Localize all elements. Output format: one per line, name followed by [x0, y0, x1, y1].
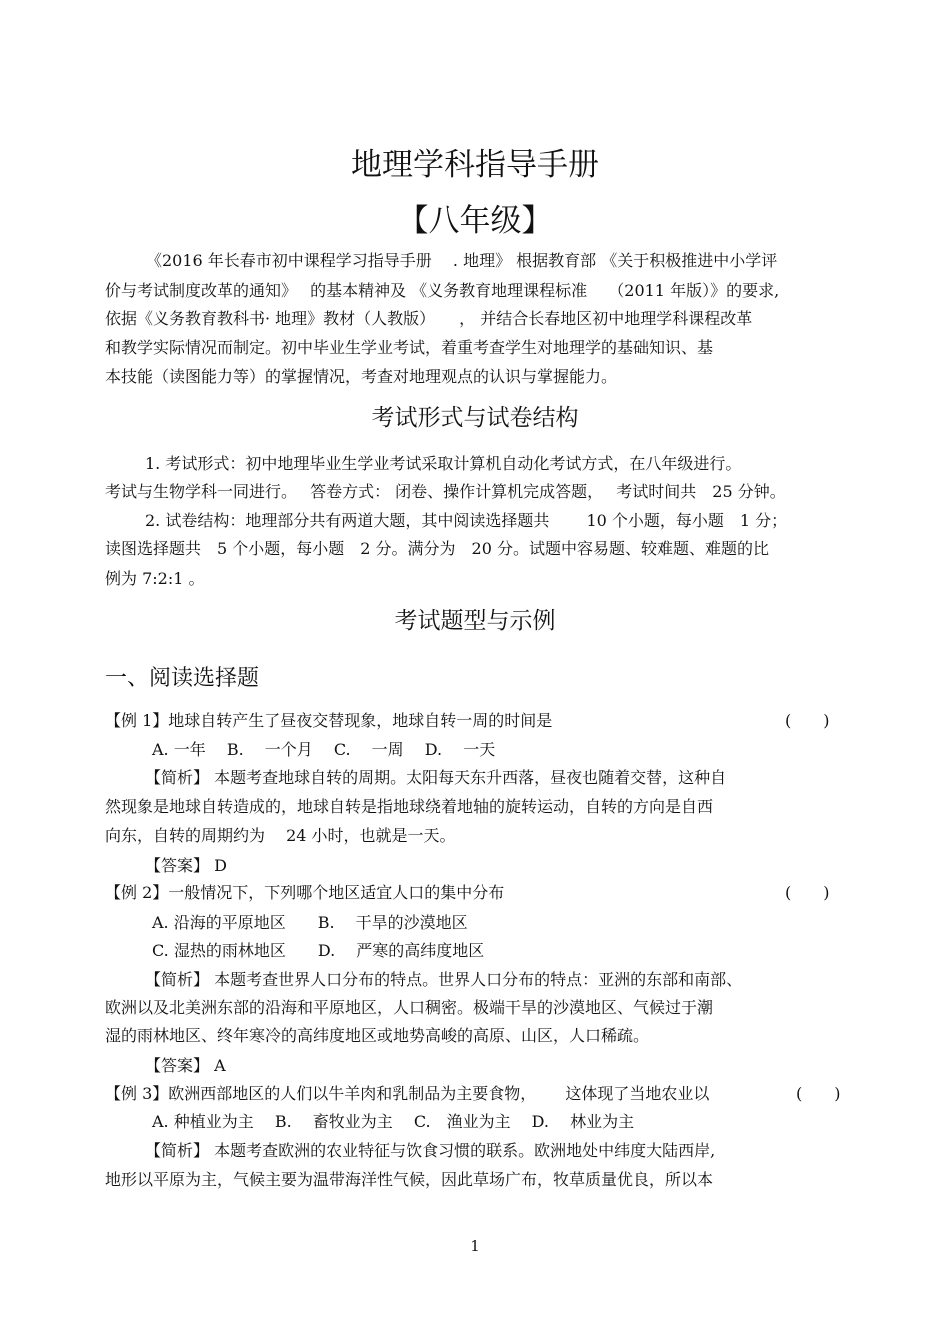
intro-line: 《2016 年长春市初中课程学习指导手册 . 地理》 根据教育部 《关于积极推进中小学评 — [146, 251, 778, 270]
answer-bracket: ( ) — [785, 883, 830, 902]
analysis-line: 【简析】 本题考查欧洲的农业特征与饮食习惯的联系。欧洲地处中纬度大陆西岸, — [145, 1141, 716, 1160]
analysis-line: 【简析】 本题考查世界人口分布的特点。世界人口分布的特点：亚洲的东部和南部、 — [145, 970, 743, 989]
paragraph-line: 考试与生物学科一同进行。 答卷方式： 闭卷、操作计算机完成答题， 考试时间共 25 分钟。 — [105, 482, 786, 501]
question-stem: 【例 2】一般情况下，下列哪个地区适宜人口的集中分布 — [105, 883, 505, 902]
intro-line: 依据《义务教育教科书· 地理》教材（人教版） ， 并结合长春地区初中地理学科课程改革 — [105, 309, 753, 328]
answer-bracket: ( ) — [796, 1084, 841, 1103]
question-options: A. 沿海的平原地区 B. 干旱的沙漠地区 — [152, 913, 468, 932]
answer-bracket: ( ) — [785, 711, 830, 730]
question-stem: 【例 3】欧洲西部地区的人们以牛羊肉和乳制品为主要食物， 这体现了当地农业以 — [105, 1084, 710, 1103]
section-heading: 考试形式与试卷结构 — [371, 405, 579, 431]
intro-line: 本技能（读图能力等）的掌握情况，考查对地理观点的认识与掌握能力。 — [105, 367, 618, 386]
analysis-line: 【简析】 本题考查地球自转的周期。太阳每天东升西落，昼夜也随着交替，这种自 — [145, 768, 727, 787]
paragraph-line: 读图选择题共 5 个小题，每小题 2 分。满分为 20 分。试题中容易题、较难题、难题的比 — [105, 539, 769, 558]
analysis-line: 向东，自转的周期约为 24 小时，也就是一天。 — [105, 826, 456, 845]
question-options: C. 湿热的雨林地区 D. 严寒的高纬度地区 — [152, 941, 485, 960]
section-heading: 考试题型与示例 — [394, 608, 556, 634]
analysis-line: 地形以平原为主，气候主要为温带海洋性气候，因此草场广布，牧草质量优良，所以本 — [105, 1170, 714, 1189]
analysis-line: 然现象是地球自转造成的，地球自转是指地球绕着地轴的旋转运动，自转的方向是自西 — [105, 797, 714, 816]
question-stem: 【例 1】地球自转产生了昼夜交替现象，地球自转一周的时间是 — [105, 711, 553, 730]
answer-line: 【答案】 D — [145, 856, 227, 875]
intro-line: 和教学实际情况而制定。初中毕业生学业考试，着重考查学生对地理学的基础知识、基 — [105, 338, 714, 357]
answer-line: 【答案】 A — [145, 1056, 226, 1075]
analysis-line: 湿的雨林地区、终年寒冷的高纬度地区或地势高峻的高原、山区，人口稀疏。 — [105, 1026, 650, 1045]
paragraph-line: 例为 7:2:1 。 — [105, 569, 205, 588]
question-options: A. 种植业为主 B. 畜牧业为主 C. 渔业为主 D. 林业为主 — [152, 1112, 635, 1131]
question-options: A. 一年 B. 一个月 C. 一周 D. 一天 — [152, 740, 496, 759]
analysis-line: 欧洲以及北美洲东部的沿海和平原地区，人口稠密。极端干旱的沙漠地区、气候过于潮 — [105, 998, 714, 1017]
part-heading: 一、阅读选择题 — [105, 666, 260, 691]
paragraph-line: 2. 试卷结构：地理部分共有两道大题，其中阅读选择题共 10 个小题，每小题 1 分； — [145, 511, 788, 530]
intro-line: 价与考试制度改革的通知》 的基本精神及 《义务教育地理课程标准 （2011 年版）》的要求, — [105, 281, 780, 300]
page-number: 1 — [470, 1237, 480, 1255]
page-subtitle: 【八年级】 — [397, 203, 553, 239]
page-title: 地理学科指导手册 — [351, 147, 599, 183]
paragraph-line: 1. 考试形式：初中地理毕业生学业考试采取计算机自动化考试方式，在八年级进行。 — [145, 454, 742, 473]
